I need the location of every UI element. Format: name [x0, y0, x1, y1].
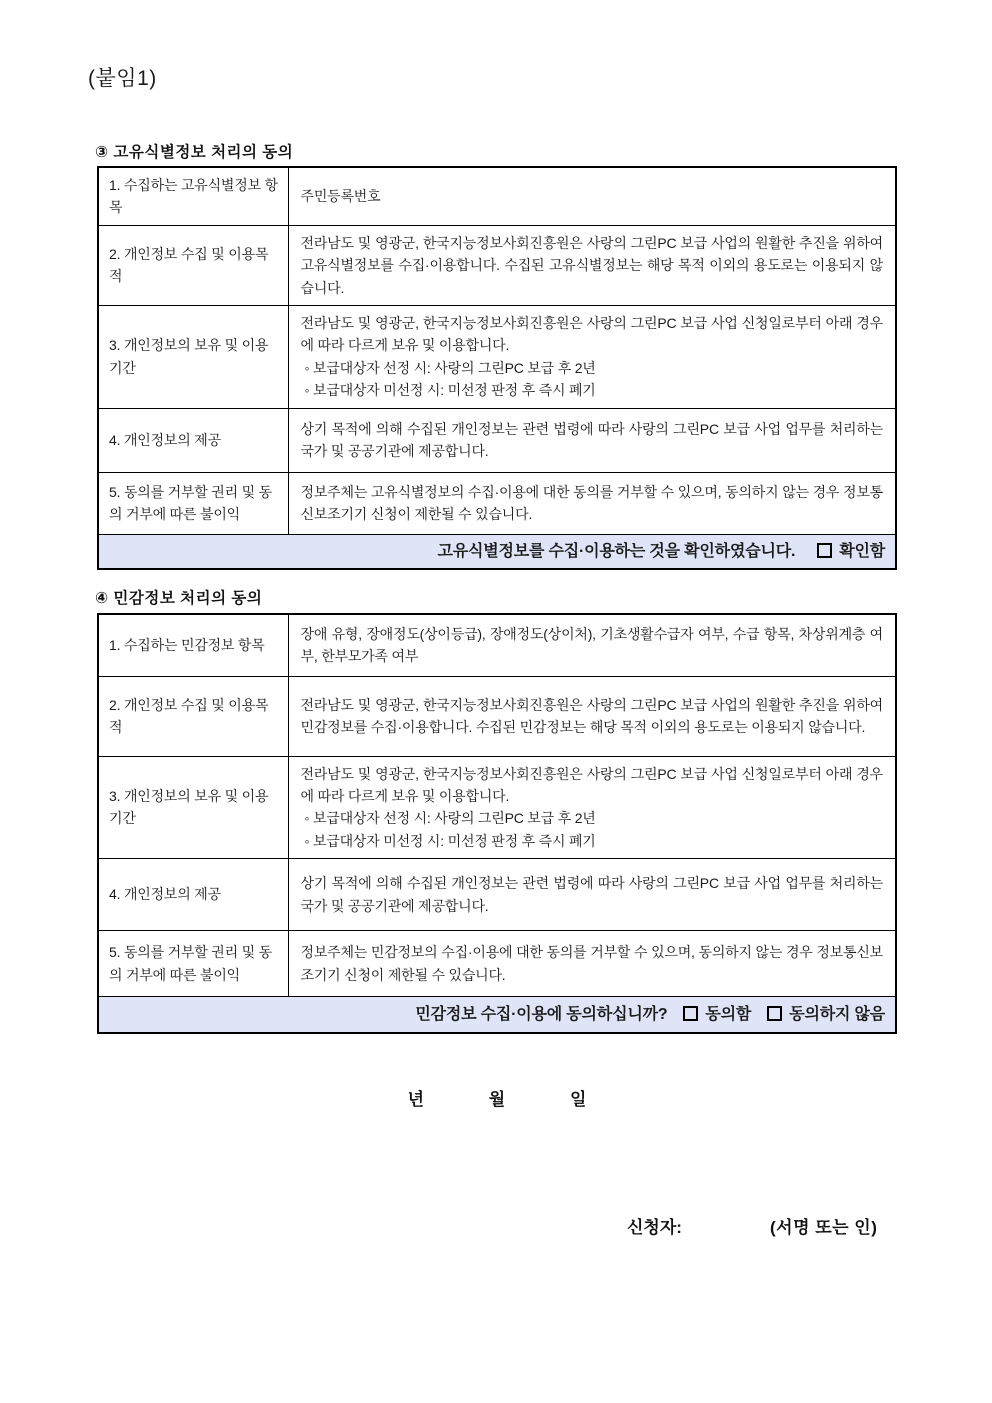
retention-bullet: ◦ 보급대상자 선정 시: 사랑의 그린PC 보급 후 2년 — [304, 810, 596, 827]
row-label: 2. 개인정보 수집 및 이용목적 — [98, 225, 288, 305]
row-value-text: 전라남도 및 영광군, 한국지능정보사회진흥원은 사랑의 그린PC 보급 사업 신청일로부터 아래 경우에 따라 다르게 보유 및 이용합니다. — [300, 765, 883, 804]
row-value: 정보주체는 민감정보의 수집·이용에 대한 동의를 거부할 수 있으며, 동의하지 않는 경우 정보통신보조기기 신청이 제한될 수 있습니다. — [288, 931, 896, 997]
table-row — [98, 859, 896, 931]
row-value: 정보주체는 고유식별정보의 수집·이용에 대한 동의를 거부할 수 있으며, 동의하지 않는 경우 정보통신보조기기 신청이 제한될 수 있습니다. — [288, 472, 896, 534]
signature-note: (서명 또는 인) — [770, 1218, 878, 1237]
row-value: 상기 목적에 의해 수집된 개인정보는 관련 법령에 따라 사랑의 그린PC 보급 사업 업무를 처리하는 국가 및 공공기관에 제공합니다. — [288, 408, 896, 472]
agree-checkbox[interactable] — [683, 1006, 698, 1021]
row-value: 주민등록번호 — [288, 167, 896, 225]
retention-bullet: ◦ 보급대상자 미선정 시: 미선정 판정 후 즉시 폐기 — [304, 382, 596, 399]
row-label: 3. 개인정보의 보유 및 이용기간 — [98, 305, 288, 408]
retention-bullet: ◦ 보급대상자 선정 시: 사랑의 그린PC 보급 후 2년 — [304, 359, 596, 376]
row-label: 1. 수집하는 고유식별정보 항목 — [98, 167, 288, 225]
disagree-checkbox-label: 동의하지 않음 — [789, 1005, 885, 1023]
row-label: 4. 개인정보의 제공 — [98, 408, 288, 472]
date-line — [97, 1085, 897, 1110]
table-row — [98, 756, 896, 859]
table-row — [98, 305, 896, 408]
disagree-checkbox[interactable] — [767, 1006, 782, 1021]
row-value: 상기 목적에 의해 수집된 개인정보는 관련 법령에 따라 사랑의 그린PC 보급 사업 업무를 처리하는 국가 및 공공기관에 제공합니다. — [288, 859, 896, 931]
table-row — [98, 931, 896, 997]
row-value: 전라남도 및 영광군, 한국지능정보사회진흥원은 사랑의 그린PC 보급 사업의 원활한 추진을 위하여 고유식별정보를 수집·이용합니다. 수집된 고유식별정보는 해당 목적 이외의 용도로는 이용되지 않습니다. — [288, 225, 896, 305]
section4-heading: ④ 민감정보 처리의 동의 — [95, 590, 263, 607]
table-row — [98, 225, 896, 305]
consent-question: 민감정보 수집·이용에 동의하십니까? — [415, 1005, 668, 1023]
attachment-label: (붙임1) — [88, 67, 157, 90]
applicant-label: 신청자: — [627, 1218, 682, 1237]
row-label: 2. 개인정보 수집 및 이용목적 — [98, 676, 288, 756]
table-row — [98, 676, 896, 756]
confirm-checkbox[interactable] — [817, 543, 832, 558]
unique-id-info-consent-table — [97, 166, 897, 570]
row-value: 장애 유형, 장애정도(상이등급), 장애정도(상이처), 기초생활수급자 여부, 수급 항목, 차상위계층 여부, 한부모가족 여부 — [288, 614, 896, 676]
table-row — [98, 167, 896, 225]
consent-confirmation-cell — [98, 534, 896, 569]
signature-line — [0, 1213, 992, 1243]
sensitive-info-consent-table — [97, 613, 897, 1034]
table-row — [98, 472, 896, 534]
row-value — [288, 756, 896, 859]
row-value — [288, 305, 896, 408]
table-row — [98, 408, 896, 472]
row-value-text: 전라남도 및 영광군, 한국지능정보사회진흥원은 사랑의 그린PC 보급 사업 신청일로부터 아래 경우에 따라 다르게 보유 및 이용합니다. — [300, 314, 883, 354]
row-label: 4. 개인정보의 제공 — [98, 859, 288, 931]
consent-question-cell — [98, 997, 896, 1033]
retention-bullet: ◦ 보급대상자 미선정 시: 미선정 판정 후 즉시 폐기 — [304, 832, 596, 849]
month-label: 월 — [488, 1090, 506, 1109]
row-label: 5. 동의를 거부할 권리 및 동의 거부에 따른 불이익 — [98, 472, 288, 534]
consent-question-row — [98, 997, 896, 1033]
day-label: 일 — [569, 1090, 587, 1109]
section3-heading: ③ 고유식별정보 처리의 동의 — [95, 144, 294, 161]
agree-checkbox-label: 동의함 — [705, 1005, 752, 1023]
year-label: 년 — [407, 1090, 425, 1109]
consent-confirmation-row — [98, 534, 896, 569]
row-label: 5. 동의를 거부할 권리 및 동의 거부에 따른 불이익 — [98, 931, 288, 997]
consent-statement: 고유식별정보를 수집·이용하는 것을 확인하였습니다. — [437, 542, 796, 560]
row-label: 3. 개인정보의 보유 및 이용 기간 — [98, 756, 288, 859]
confirm-checkbox-label: 확인함 — [839, 542, 885, 560]
row-value: 전라남도 및 영광군, 한국지능정보사회진흥원은 사랑의 그린PC 보급 사업의 원활한 추진을 위하여 민감정보를 수집·이용합니다. 수집된 민감정보는 해당 목적 이외의 용도로는 이용되지 않습니다. — [288, 676, 896, 756]
row-label: 1. 수집하는 민감정보 항목 — [98, 614, 288, 676]
table-row — [98, 614, 896, 676]
